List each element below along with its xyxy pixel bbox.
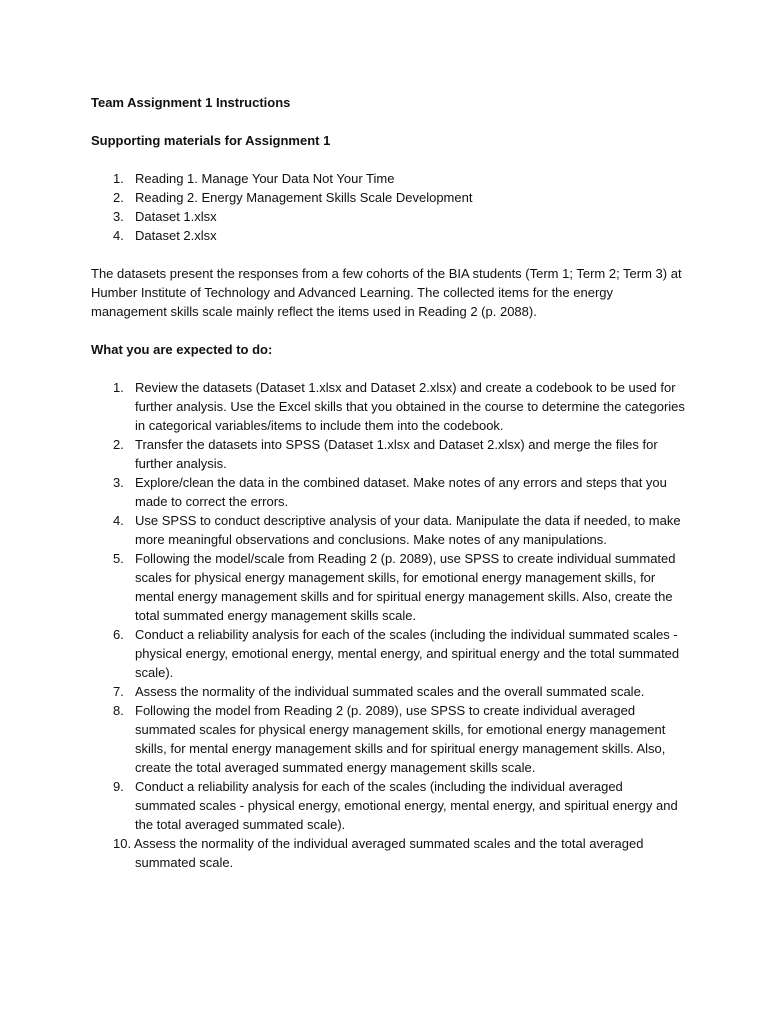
task-item: 4. Use SPSS to conduct descriptive analysis of your data. Manipulate the data if needed, to make more meaningful observations and conclusions. Make notes of any manipulations. [113, 513, 681, 547]
materials-list [91, 169, 686, 245]
document-body [91, 93, 686, 872]
task-item: 7. Assess the normality of the individual summated scales and the overall summated scale. [113, 684, 645, 699]
task-item: 9. Conduct a reliability analysis for each of the scales (including the individual averaged summated scales - physical energy, emotional energy, mental energy, and spiritual energy and the total averaged summated scale). [113, 779, 678, 832]
task-item: 2. Transfer the datasets into SPSS (Dataset 1.xlsx and Dataset 2.xlsx) and merge the files for further analysis. [113, 437, 658, 471]
task-item: 3. Explore/clean the data in the combined dataset. Make notes of any errors and steps that you made to correct the errors. [113, 475, 667, 509]
task-item: 5. Following the model/scale from Reading 2 (p. 2089), use SPSS to create individual summated scales for physical energy management skills, for emotional energy management skills, for mental energy management skills and for spiritual energy management skills. Also, create the total summated energy management skills scale. [113, 551, 676, 623]
task-item: 6. Conduct a reliability analysis for each of the scales (including the individual summated scales - physical energy, emotional energy, mental energy, and spiritual energy and the total summated scale). [113, 627, 680, 680]
task-item: 10. Assess the normality of the individual averaged summated scales and the total averaged summated scale. [113, 836, 644, 870]
materials-list-item: 3. Dataset 1.xlsx [113, 209, 217, 224]
tasks-heading: What you are expected to do: [91, 342, 273, 357]
document-title: Team Assignment 1 Instructions [91, 95, 291, 110]
materials-list-item: 2. Reading 2. Energy Management Skills Scale Development [113, 190, 473, 205]
tasks-list [91, 378, 686, 872]
materials-list-item: 4. Dataset 2.xlsx [113, 228, 217, 243]
task-item: 1. Review the datasets (Dataset 1.xlsx and Dataset 2.xlsx) and create a codebook to be used for further analysis. Use the Excel skills that you obtained in the course to determine the categories in categorical variables/items to include them into the codebook. [113, 380, 685, 433]
materials-heading: Supporting materials for Assignment 1 [91, 133, 331, 148]
intro-paragraph: The datasets present the responses from a few cohorts of the BIA students (Term 1; Term 2; Term 3) at Humber Institute of Technology and Advanced Learning. The collected items for the energy management skills scale mainly reflect the items used in Reading 2 (p. 2088). [91, 266, 682, 319]
task-item: 8. Following the model from Reading 2 (p. 2089), use SPSS to create individual averaged summated scales for physical energy management skills, for emotional energy management skills, for mental energy management skills and for spiritual energy management skills. Also, create the total averaged summated energy management skills scale. [113, 703, 666, 775]
materials-list-item: 1. Reading 1. Manage Your Data Not Your Time [113, 171, 395, 186]
